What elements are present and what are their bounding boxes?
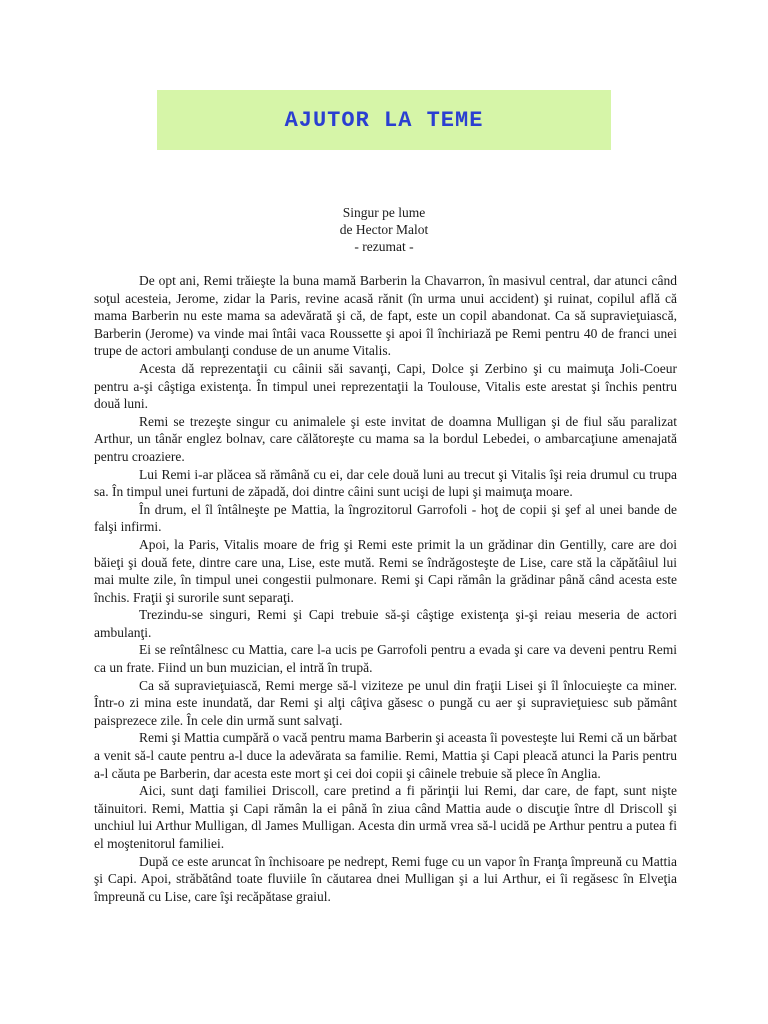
- banner-title: AJUTOR LA TEME: [284, 107, 484, 133]
- paragraph: Acesta dă reprezentaţii cu câinii săi savanţi, Capi, Dolce şi Zerbino şi cu maimuţa Joli-Coeur pentru a-şi câştiga existenţa. În timpul unei reprezentaţii la Toulouse, Vitalis este arestat şi închis pentru două luni.: [94, 360, 677, 412]
- book-author: de Hector Malot: [339, 222, 429, 237]
- document-heading: [0, 204, 768, 255]
- paragraph: Ei se reîntâlnesc cu Mattia, care l-a ucis pe Garrofoli pentru a evada şi care va deveni pentru Remi ca un frate. Fiind un bun muzician, el intră în trupă.: [94, 642, 677, 676]
- paragraph: După ce este aruncat în închisoare pe nedrept, Remi fuge cu un vapor în Franţa împreună cu Mattia şi Capi. Apoi, străbătând toate fluviile în căutarea dnei Mulligan şi a lui Arthur, ei îi regăsesc în Elveţia împreună cu Lise, care îşi recăpătase graiul.: [94, 853, 677, 904]
- paragraph: Remi şi Mattia cumpără o vacă pentru mama Barberin şi aceasta îi povesteşte lui Remi că un bărbat a venit să-l caute pentru a-l duce la adevărata sa familie. Remi, Mattia şi Capi pleacă atunci la Paris pentru a-l căuta pe Barberin, dar acesta este mort şi cei doi copii şi câinele trebuie să plece în Anglia.: [94, 730, 677, 781]
- book-title: Singur pe lume: [342, 205, 426, 220]
- summary-label: - rezumat -: [354, 239, 414, 254]
- paragraph: Ca să supravieţuiască, Remi merge să-l viziteze pe unul din fraţii Lisei şi îl înlocuieşte ca miner. Într-o zi mina este inundată, dar Remi şi alţi câţiva găsesc o pungă cu aer şi supravieţuiesc sub pământ paisprezece zile. În cele din urmă sunt salvaţi.: [94, 677, 677, 728]
- summary-text: [94, 272, 677, 905]
- paragraph: Aici, sunt daţi familiei Driscoll, care pretind a fi părinţii lui Remi, dar care, de fapt, sunt nişte tăinuitori. Remi, Mattia şi Capi rămân la ei până în ziua când Mattia aude o discuţie între dl Driscoll şi unchiul lui Arthur Mulligan, dl James Mulligan. Acesta din urmă vrea să-l ucidă pe Arthur pentru a putea fi el moştenitorul familiei.: [94, 783, 677, 851]
- paragraph: În drum, el îl întâlneşte pe Mattia, la îngrozitorul Garrofoli - hoţ de copii şi şef al unei bande de falşi infirmi.: [94, 501, 677, 535]
- paragraph: Remi se trezeşte singur cu animalele şi este invitat de doamna Mulligan şi de fiul său paralizat Arthur, un tânăr englez bolnav, care călătoreşte cu mama sa la bordul Lebedei, o ambarcaţiune amenajată pentru croaziere.: [94, 413, 677, 464]
- paragraph: Trezindu-se singuri, Remi şi Capi trebuie să-şi câştige existenţa şi-şi reiau meseria de actori ambulanţi.: [94, 607, 677, 640]
- paragraph: De opt ani, Remi trăieşte la buna mamă Barberin la Chavarron, în masivul central, dar atunci când soţul acesteia, Jerome, zidar la Paris, revine acasă rănit (în urma unui accident) şi ruinat, copilul află că mama Barberin nu este mama sa adevărată şi că, de fapt, este un copil abandonat. Ca să supravieţuiască, Barberin (Jerome) va vinde mai întâi vaca Roussette şi apoi îl închiriază pe Remi pentru 40 de franci unei trupe de actori ambulanţi conduse de un anume Vitalis.: [94, 273, 677, 359]
- banner: [157, 90, 611, 150]
- paragraph: Apoi, la Paris, Vitalis moare de frig şi Remi este primit la un grădinar din Gentilly, care are doi băieţi şi două fete, dintre care una, Lise, este mută. Remi se îndrăgosteşte de Lise, care stă la căpătâiul lui mai multe zile, în timpul unei congestii pulmonare. Remi şi Capi rămân la grădinar până când acesta este închis. Fraţii şi surorile sunt separaţi.: [94, 536, 677, 605]
- paragraph: Lui Remi i-ar plăcea să rămână cu ei, dar cele două luni au trecut şi Vitalis îşi reia drumul cu trupa sa. În timpul unei furtuni de zăpadă, doi dintre câini sunt ucişi de lupi şi maimuţa moare.: [94, 466, 677, 500]
